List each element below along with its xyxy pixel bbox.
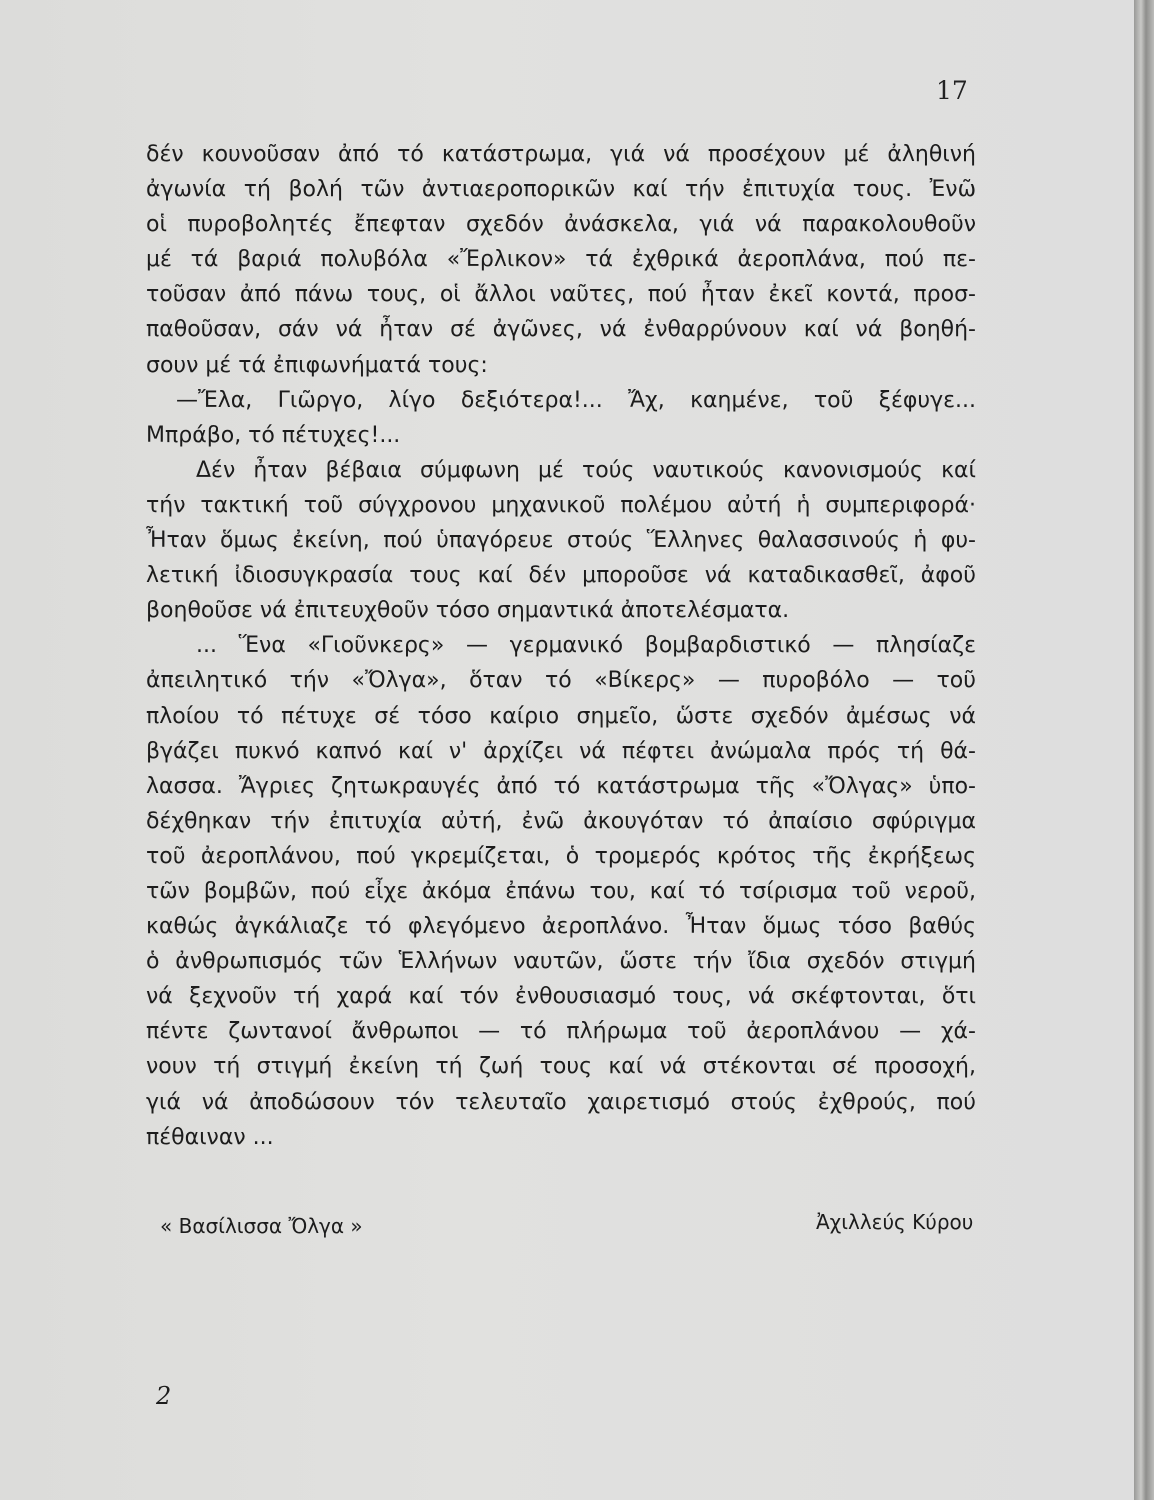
text-line: Μπράβο, τό πέτυχες!... (146, 422, 401, 448)
caption-title: « Βασίλισσα Ὄλγα » (160, 1214, 363, 1238)
text-line: δέν κουνοῦσαν ἀπό τό κατάστρωμα, γιά νά προσέχουν μέ ἀληθινή (146, 142, 976, 167)
text-line: βγάζει πυκνό καπνό καί ν' ἀρχίζει νά πέφτει ἀνώμαλα πρός τή θά- (146, 738, 976, 764)
text-line: τοῦσαν ἀπό πάνω τους, οἱ ἄλλοι ναῦτες, πού ἦταν ἐκεῖ κοντά, προσ- (146, 282, 976, 308)
page-edge (1134, 0, 1154, 1500)
text-line: γιά νά ἀποδώσουν τόν τελευταῖο χαιρετισμό στούς ἐχθρούς, πού (146, 1089, 976, 1115)
text-line: νουν τή στιγμή ἐκείνη τή ζωή τους καί νά στέκονται σέ προσοχή, (146, 1054, 976, 1080)
text-line: Δέν ἦταν βέβαια σύμφωνη μέ τούς ναυτικούς κανονισμούς καί (196, 457, 976, 483)
text-line: ὁ ἀνθρωπισμός τῶν Ἑλλήνων ναυτῶν, ὥστε τήν ἴδια σχεδόν στιγμή (146, 949, 976, 975)
text-line: πέντε ζωντανοί ἄνθρωποι — τό πλήρωμα τοῦ ἀεροπλάνου — χά- (146, 1019, 976, 1045)
text-line: τῶν βομβῶν, πού εἶχε ἀκόμα ἐπάνω του, καί τό τσίρισμα τοῦ νεροῦ, (146, 878, 976, 904)
text-line: νά ξεχνοῦν τή χαρά καί τόν ἐνθουσιασμό τους, νά σκέφτονται, ὅτι (146, 984, 976, 1010)
body-text (146, 137, 976, 1155)
signature-mark: 2 (156, 1382, 172, 1410)
text-line: τοῦ ἀεροπλάνου, πού γκρεμίζεται, ὁ τρομερός κρότος τῆς ἐκρήξεως (146, 843, 976, 869)
text-line: Ἦταν ὅμως ἐκείνη, πού ὑπαγόρευε στούς Ἕλληνες θαλασσινούς ἡ φυ- (146, 528, 976, 554)
text-line: καθώς ἀγκάλιαζε τό φλεγόμενο ἀεροπλάνο. Ἦταν ὅμως τόσο βαθύς (146, 914, 976, 940)
text-line: λασσα. Ἄγριες ζητωκραυγές ἀπό τό κατάστρωμα τῆς «Ὄλγας» ὑπο- (146, 773, 976, 799)
text-line: —Ἔλα, Γιῶργο, λίγο δεξιότερα!... Ἄχ, καημένε, τοῦ ξέφυγε... (176, 387, 976, 413)
text-line: μέ τά βαριά πολυβόλα «Ἔρλικον» τά ἐχθρικά ἀεροπλάνα, πού πε- (146, 247, 976, 273)
text-line: παθοῦσαν, σάν νά ἦταν σέ ἀγῶνες, νά ἐνθαρρύνουν καί νά βοηθή- (146, 317, 976, 343)
text-line: πλοίου τό πέτυχε σέ τόσο καίριο σημεῖο, ὥστε σχεδόν ἀμέσως νά (146, 703, 976, 729)
text-line: βοηθοῦσε νά ἐπιτευχθοῦν τόσο σημαντικά ἀποτελέσματα. (146, 598, 790, 624)
text-line: ἀπειλητικό τήν «Ὄλγα», ὅταν τό «Βίκερς» — πυροβόλο — τοῦ (146, 668, 976, 694)
text-line: πέθαιναν ... (146, 1124, 274, 1150)
text-line: σουν μέ τά ἐπιφωνήματά τους: (146, 352, 488, 378)
page-number: 17 (936, 76, 968, 105)
text-line: τήν τακτική τοῦ σύγχρονου μηχανικοῦ πολέμου αὐτή ἡ συμπεριφορά· (146, 492, 976, 518)
caption-author: Ἀχιλλεύς Κύρου (816, 1210, 974, 1234)
text-line: λετική ἰδιοσυγκρασία τους καί δέν μποροῦσε νά καταδικασθεῖ, ἀφοῦ (146, 563, 976, 589)
text-line: ἀγωνία τή βολή τῶν ἀντιαεροπορικῶν καί τήν ἐπιτυχία τους. Ἐνῶ (146, 177, 976, 203)
text-line: ... Ἕνα «Γιοῦνκερς» — γερμανικό βομβαρδιστικό — πλησίαζε (196, 633, 976, 659)
text-line: οἱ πυροβολητές ἔπεφταν σχεδόν ἀνάσκελα, γιά νά παρακολουθοῦν (146, 212, 976, 238)
text-line: δέχθηκαν τήν ἐπιτυχία αὐτή, ἐνῶ ἀκουγόταν τό ἀπαίσιο σφύριγμα (146, 808, 976, 834)
